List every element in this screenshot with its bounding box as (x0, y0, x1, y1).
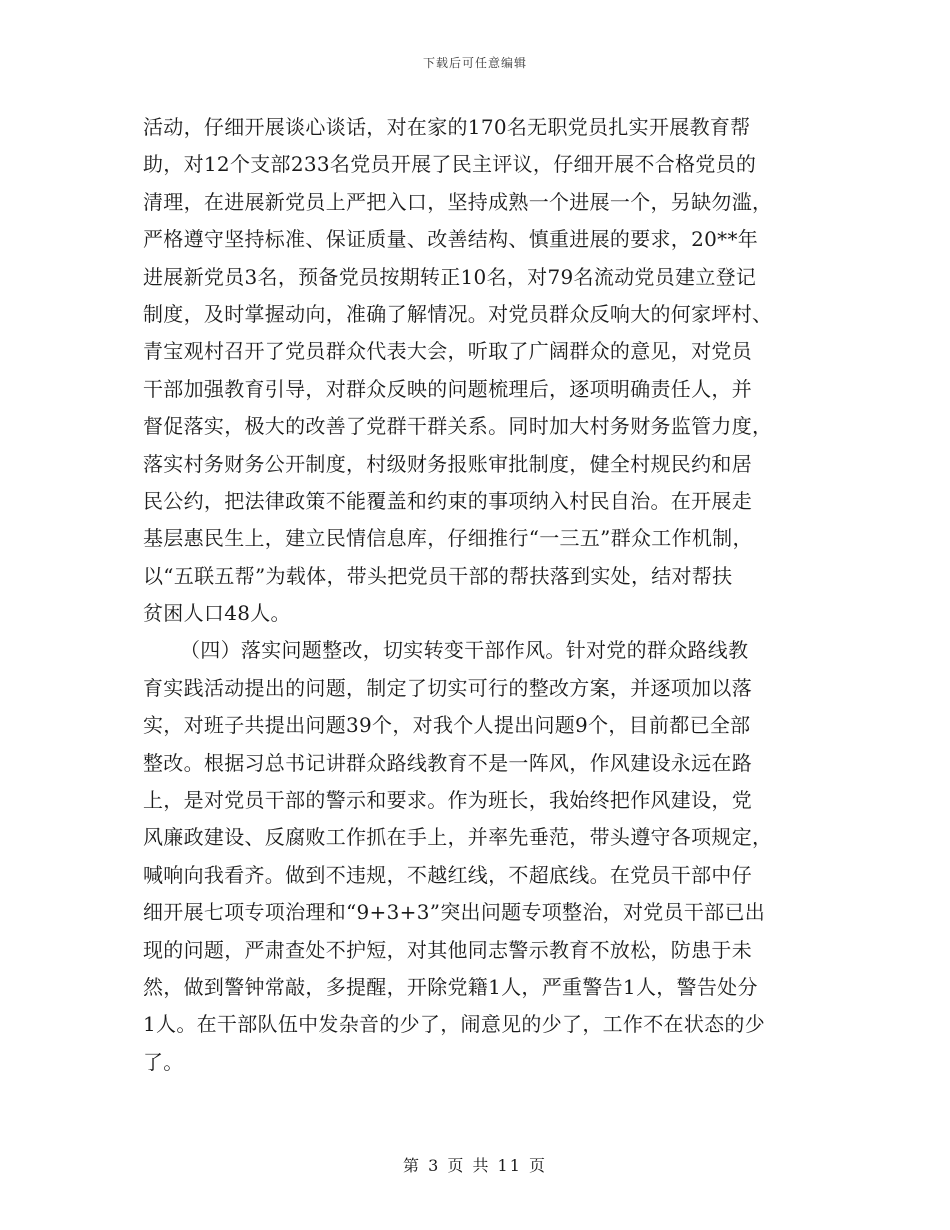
paragraph-2 (143, 632, 810, 1081)
header-note: 下载后可任意编辑 (422, 56, 527, 70)
text-line: （四）落实问题整改，切实转变干部作风。针对党的群众路线教 (180, 638, 749, 663)
text-line: 基层惠民生上，建立民情信息库，仔细推行“一三五”群众工作机制， (143, 526, 753, 551)
text-line: 细开展七项专项治理和“9+3+3”突出问题专项整治，对党员干部已出 (143, 900, 766, 925)
text-line: 落实村务财务公开制度，村级财务报账审批制度，健全村规民约和居 (143, 451, 752, 476)
text-line: 干部加强教育引导，对群众反映的问题梳理后，逐项明确责任人，并 (143, 376, 752, 401)
text-line: 助，对12个支部233名党员开展了民主评议，仔细开展不合格党员的 (143, 152, 757, 177)
text-line: 青宝观村召开了党员群众代表大会，听取了广阔群众的意见，对党员 (143, 339, 752, 364)
text-line: 了。 (143, 1049, 184, 1074)
text-line: 清理，在进展新党员上严把入口，坚持成熟一个进展一个，另缺勿滥， (143, 189, 773, 214)
text-line: 上，是对党员干部的警示和要求。作为班长，我始终把作风建设，党 (143, 788, 752, 813)
text-line: 进展新党员3名，预备党员按期转正10名，对79名流动党员建立登记 (143, 264, 757, 289)
text-line: 实，对班子共提出问题39个，对我个人提出问题9个，目前都已全部 (143, 713, 751, 738)
text-line: 民公约，把法律政策不能覆盖和约束的事项纳入村民自治。在开展走 (143, 488, 752, 513)
text-line: 育实践活动提出的问题，制定了切实可行的整改方案，并逐项加以落 (143, 675, 752, 700)
text-line: 活动，仔细开展谈心谈话，对在家的170名无职党员扎实开展教育帮 (143, 115, 751, 139)
text-line: 然，做到警钟常敲，多提醒，开除党籍1人，严重警告1人，警告处分 (143, 974, 758, 999)
text-line: 督促落实，极大的改善了党群干群关系。同时加大村务财务监管力度， (143, 414, 773, 439)
text-line: 贫困人口48人。 (143, 601, 291, 626)
text-line: 1人。在干部队伍中发杂音的少了，闹意见的少了，工作不在状态的少 (143, 1012, 766, 1037)
text-line: 喊响向我看齐。做到不违规，不越红线，不超底线。在党员干部中仔 (143, 862, 752, 887)
text-line: 风廉政建设、反腐败工作抓在手上，并率先垂范，带头遵守各项规定， (143, 825, 773, 850)
text-line: 现的问题，严肃查处不护短，对其他同志警示教育不放松，防患于未 (143, 937, 752, 962)
text-line: 以“五联五帮”为载体，带头把党员干部的帮扶落到实处，结对帮扶 (143, 563, 733, 588)
paragraph-1 (143, 109, 810, 632)
page-footer: 第 3 页 共 11 页 (403, 1156, 547, 1175)
text-line: 整改。根据习总书记讲群众路线教育不是一阵风，作风建设永远在路 (143, 750, 752, 775)
text-line: 制度，及时掌握动向，准确了解情况。对党员群众反响大的何家坪村、 (143, 301, 773, 326)
body-text (143, 109, 810, 1081)
text-line: 严格遵守坚持标准、保证质量、改善结构、慎重进展的要求，20**年 (143, 227, 759, 252)
